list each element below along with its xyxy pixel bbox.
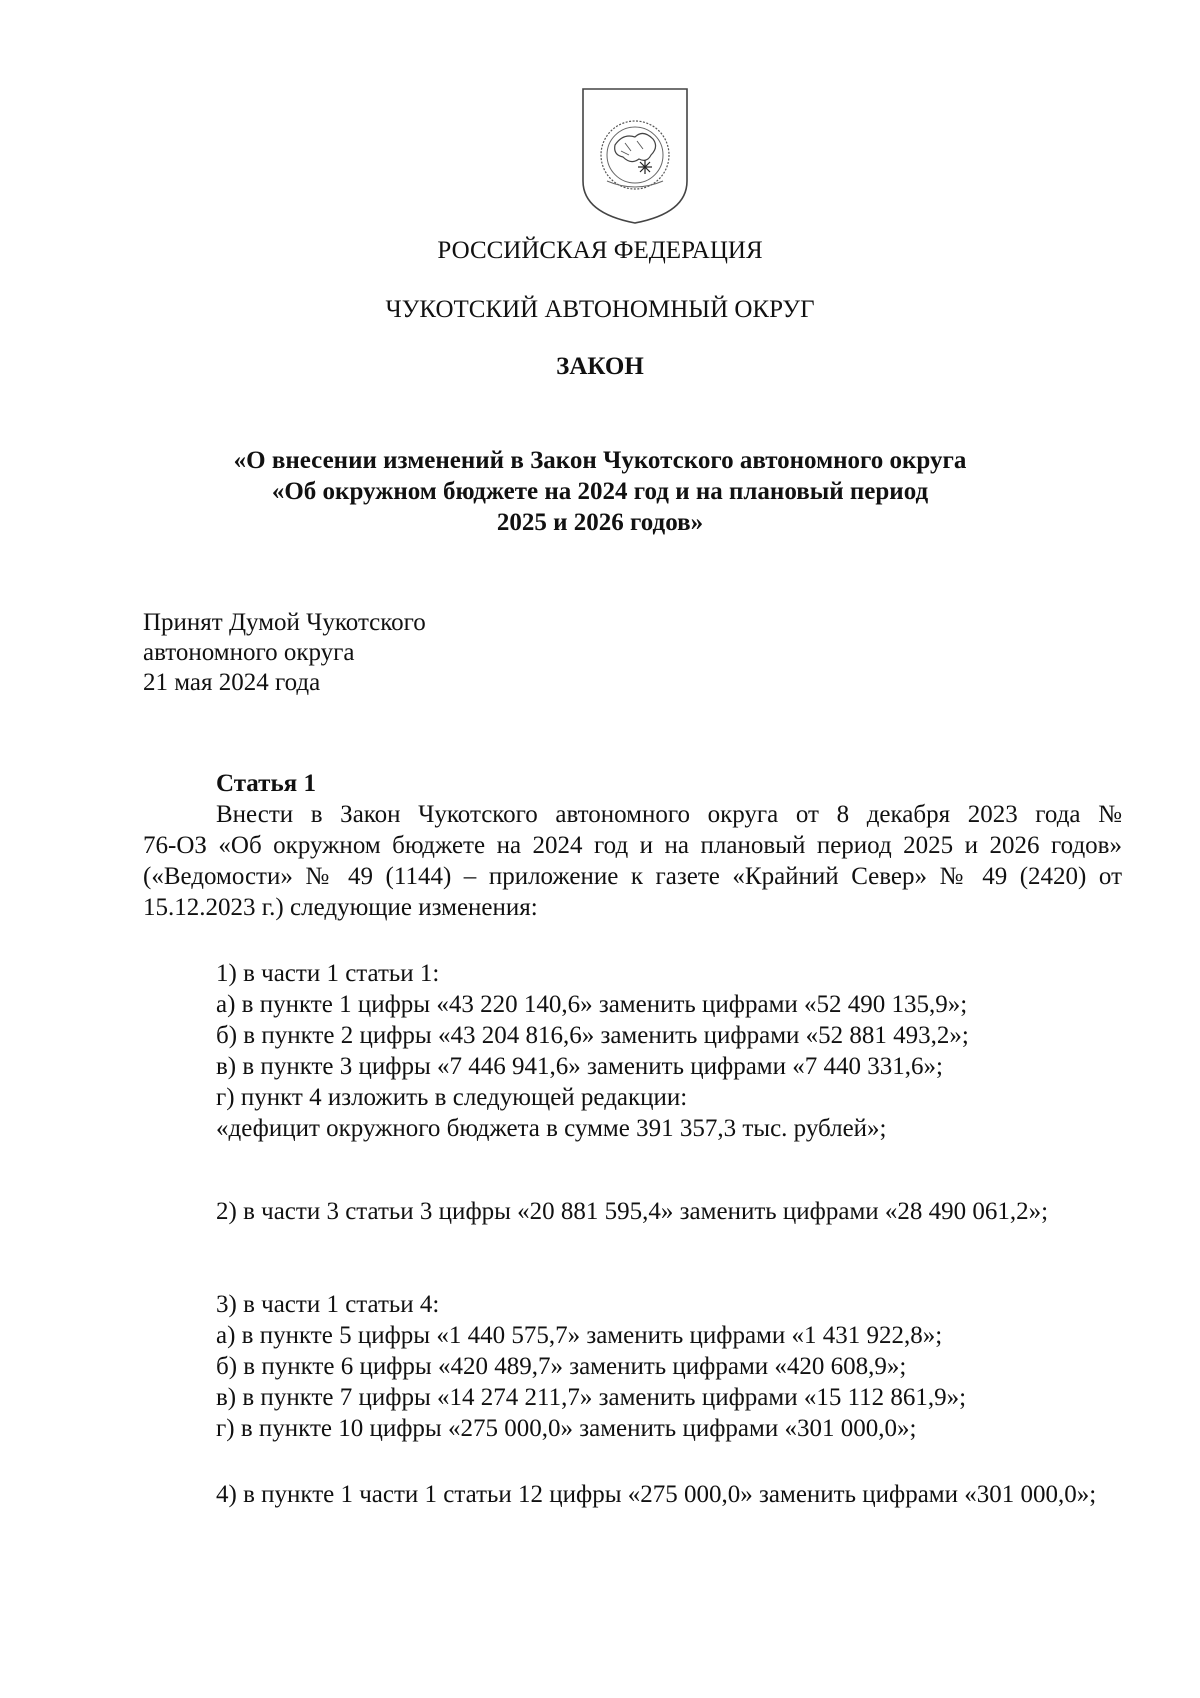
amendment-line: 1) в части 1 статьи 1: (216, 960, 440, 987)
adoption-info (143, 608, 426, 698)
article-section (143, 768, 1122, 923)
amendment-line: б) в пункте 2 цифры «43 204 816,6» заменить цифрами «52 881 493,2»; (216, 1022, 969, 1049)
amendment-item-4 (143, 1479, 1122, 1510)
region-heading: ЧУКОТСКИЙ АВТОНОМНЫЙ ОКРУГ (385, 296, 815, 323)
adoption-date: 21 мая 2024 года (143, 669, 321, 696)
amendment-paragraph: 2) в части 3 статьи 3 цифры «20 881 595,4» заменить цифрами «28 490 061,2»; (216, 1198, 1049, 1225)
adoption-line: автономного округа (143, 639, 355, 666)
law-title-line: 2025 и 2026 годов» (496, 509, 704, 536)
amendment-item-1 (143, 958, 1122, 1144)
amendment-line: а) в пункте 1 цифры «43 220 140,6» заменить цифрами «52 490 135,9»; (216, 991, 968, 1018)
article-intro-text: 76-ОЗ «Об окружном бюджете на 2024 год и на плановый период 2025 и 2026 годов» («Ведомости» № 49 (1144) – приложение к газете «Крайний Север» № 49 (2420) от 15.12.2023 г.) следующие изменения: (143, 832, 1122, 921)
adoption-line: Принят Думой Чукотского (143, 609, 426, 636)
amendment-line: б) в пункте 6 цифры «420 489,7» заменить цифрами «420 608,9»; (216, 1353, 907, 1380)
law-title-line: «О внесении изменений в Закон Чукотского автономного округа (233, 447, 967, 474)
amendment-line: в) в пункте 7 цифры «14 274 211,7» заменить цифрами «15 112 861,9»; (216, 1384, 967, 1411)
law-title-line: «Об окружном бюджете на 2024 год и на плановый период (271, 478, 929, 505)
amendment-line: г) пункт 4 изложить в следующей редакции: (216, 1084, 688, 1111)
law-title (0, 445, 1200, 538)
amendment-line: в) в пункте 3 цифры «7 446 941,6» заменить цифрами «7 440 331,6»; (216, 1053, 943, 1080)
amendment-item-3 (143, 1289, 1122, 1444)
coat-of-arms-icon (577, 85, 693, 227)
article-heading: Статья 1 (216, 770, 316, 797)
amendment-line: г) в пункте 10 цифры «275 000,0» заменить цифрами «301 000,0»; (216, 1415, 917, 1442)
amendment-item-2 (143, 1196, 1122, 1227)
article-intro-first-line: Внести в Закон Чукотского автономного округа от 8 декабря 2023 года № (216, 801, 1122, 828)
amendment-line: 3) в части 1 статьи 4: (216, 1291, 440, 1318)
document-type-heading: ЗАКОН (556, 353, 644, 380)
amendment-quote: «дефицит окружного бюджета в сумме 391 357,3 тыс. рублей»; (216, 1115, 887, 1142)
amendment-paragraph: 4) в пункте 1 части 1 статьи 12 цифры «275 000,0» заменить цифрами «301 000,0»; (216, 1481, 1097, 1508)
country-heading: РОССИЙСКАЯ ФЕДЕРАЦИЯ (437, 237, 763, 264)
amendment-line: а) в пункте 5 цифры «1 440 575,7» заменить цифрами «1 431 922,8»; (216, 1322, 943, 1349)
